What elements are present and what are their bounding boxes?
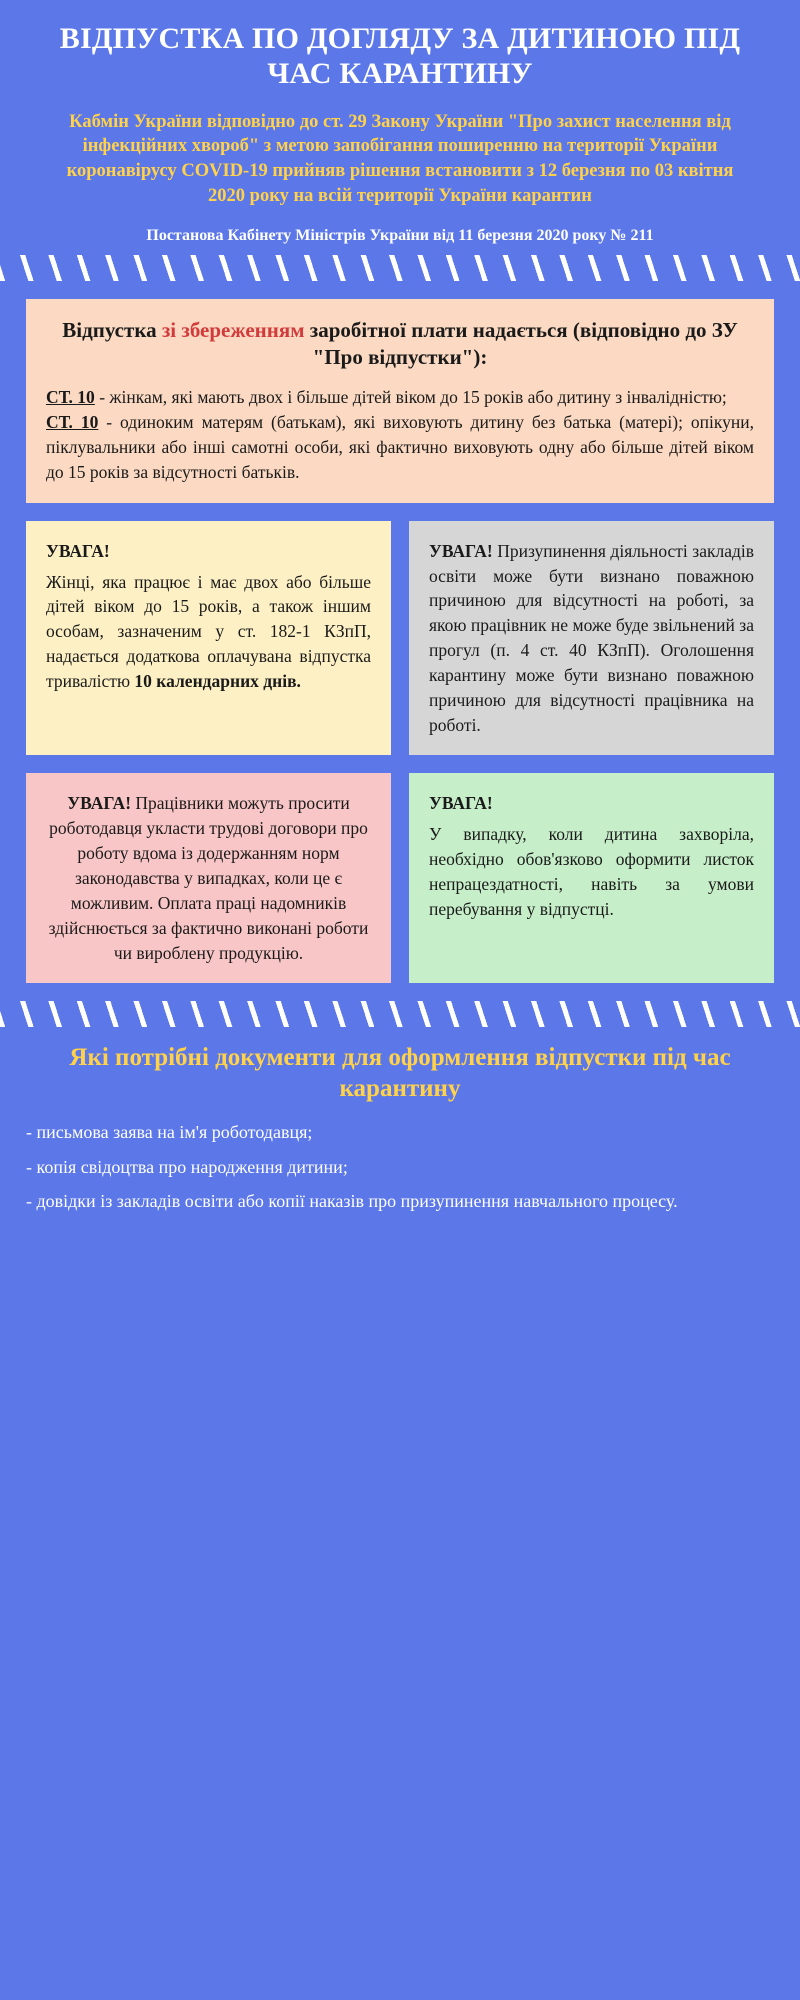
article-reference: СТ. 10 <box>46 387 95 408</box>
footer-title: Які потрібні документи для оформлення відпустки під час карантину <box>69 1044 731 1102</box>
attention-label: УВАГА! <box>46 540 110 561</box>
paid-leave-item-text: - одиноким матерям (батькам), які виховують дитину без батька (матері); опікуни, піклувальники або інші самотні особи, які фактично виховують одну або більше дітей віком до 15 років за відсутності батьків. <box>46 412 754 482</box>
paid-leave-item <box>46 410 754 485</box>
attention-label: УВАГА! <box>67 793 132 814</box>
documents-list <box>26 1120 774 1213</box>
note-card-school-suspension <box>409 521 774 756</box>
stripe-divider-bottom <box>0 1001 800 1027</box>
note-text-body: У випадку, коли дитина захворіла, необхідно обов'язково оформити листок непрацездатності, навіть за умови перебування у відпустці. <box>429 824 754 919</box>
paid-leave-heading-part2: заробітної плати надається (відповідно до ЗУ "Про відпустки"): <box>304 317 738 370</box>
notes-row-two <box>26 773 774 983</box>
paid-leave-item-text: - жінкам, які мають двох і більше дітей віком до 15 років або дитину з інвалідністю; <box>94 387 727 408</box>
page-title: ВІДПУСТКА ПО ДОГЛЯДУ ЗА ДИТИНОЮ ПІД ЧАС КАРАНТИНУ <box>59 22 741 90</box>
header-law-reference: Постанова Кабінету Міністрів України від 11 березня 2020 року № 211 <box>146 226 654 244</box>
note-text-body: Призупинення діяльності закладів освіти може бути визнано поважною причиною для відсутності на роботі, за якою працівник не може буде звільнений за прогул (п. 4 ст. 40 КЗпП). Оголошення карантину може бути визнано поважною причиною для відсутності працівника на роботі. <box>429 540 754 735</box>
note-text-part1: Жінці, яка працює і має двох або більше дітей віком до 15 років, а також іншим особам, зазначеним у ст. 182-1 КЗпП, надається додаткова оплачувана відпустка тривалістю <box>46 571 371 691</box>
note-text <box>429 822 754 921</box>
note-text-bold: 10 календарних днів. <box>134 670 301 691</box>
note-text <box>46 791 371 965</box>
paid-leave-heading-part1: Відпустка <box>62 317 162 342</box>
attention-label: УВАГА! <box>429 793 493 814</box>
stripe-divider-top <box>0 255 800 281</box>
note-card-remote-work <box>26 773 391 983</box>
paid-leave-card <box>26 299 774 503</box>
list-item: - письмова заява на ім'я роботодавця; <box>26 1122 313 1143</box>
attention-label: УВАГА! <box>429 540 493 561</box>
footer <box>0 1027 800 1247</box>
list-item: - довідки із закладів освіти або копії наказів про призупинення навчального процесу. <box>26 1191 678 1212</box>
paid-leave-heading-highlight: зі збереженням <box>161 317 305 342</box>
article-reference: СТ. 10 <box>46 412 99 433</box>
note-text-body: Працівники можуть просити роботодавця укласти трудові договори про роботу вдома із додержанням норм законодавства у випадках, коли це є можливим. Оплата праці надомників здійснюється за фактично виконані роботи чи вироблену продукцію. <box>48 793 369 963</box>
paid-leave-heading <box>46 317 754 372</box>
note-card-sick-child <box>409 773 774 983</box>
header-intro-text: Кабмін України відповідно до ст. 29 Закону України "Про захист населення від інфекційних хвороб" з метою запобігання поширенню на території України коронавірусу COVID-19 прийняв рішення встановити з 12 березня по 03 квітня 2020 року на всій території України карантин <box>66 111 734 206</box>
notes-row-one <box>26 521 774 756</box>
note-text <box>46 570 371 694</box>
note-card-extra-leave <box>26 521 391 756</box>
paid-leave-item <box>46 385 754 410</box>
note-body <box>46 539 371 564</box>
list-item: - копія свідоцтва про народження дитини; <box>26 1156 348 1177</box>
header <box>0 0 800 245</box>
note-body <box>429 791 754 816</box>
note-text <box>429 539 754 738</box>
cards-section <box>0 281 800 984</box>
